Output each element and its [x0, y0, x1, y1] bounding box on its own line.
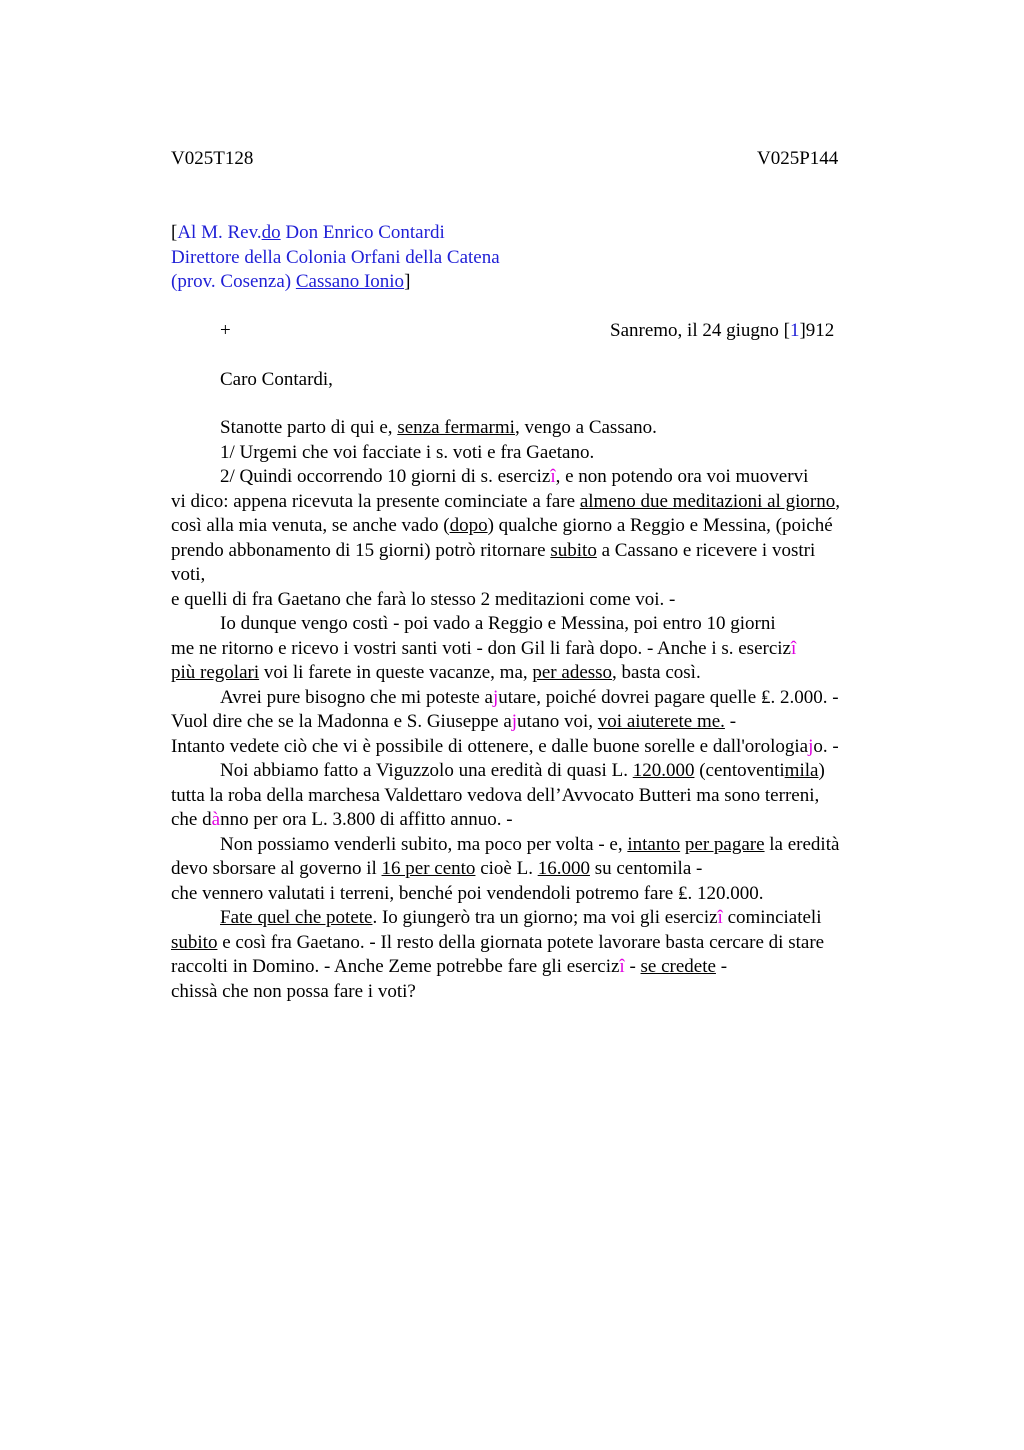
body-line [171, 808, 901, 833]
underlined-text: subito [550, 539, 597, 561]
date-year: ]912 [799, 320, 835, 341]
body-line [171, 539, 901, 564]
address-town: Cassano Ionio [295, 271, 405, 292]
body-line [171, 931, 901, 956]
text-run: , basta così. [612, 662, 701, 683]
body-line [171, 514, 901, 539]
body-line [171, 637, 901, 662]
text-run: su centomila - [589, 858, 703, 879]
body-line: 1/ Urgemi che voi facciate i s. voti e fra Gaetano. [220, 441, 595, 463]
body-line [171, 686, 901, 711]
text-run: la eredità [764, 833, 840, 855]
correction-mark: î [550, 466, 556, 487]
correction-mark: à [211, 809, 221, 830]
address-line-2: Direttore della Colonia Orfani della Catena [171, 246, 500, 268]
underlined-text: senza fermarmi [397, 417, 515, 438]
body-line: chissà che non possa fare i voti? [171, 980, 416, 1002]
text-run: così alla mia venuta, se anche vado ( [171, 515, 450, 536]
address-province: (prov. Cosenza) [171, 271, 296, 292]
date-editorial-digit: 1 [789, 320, 800, 341]
text-run: Avrei pure bisogno che mi poteste a [220, 686, 493, 708]
text-run: nno per ora L. 3.800 di affitto annuo. - [220, 809, 513, 830]
dateline [0, 318, 1024, 343]
correction-mark: î [790, 637, 797, 659]
date-text: Sanremo, il 24 giugno [ [610, 320, 790, 341]
text-run: raccolti in Domino. - Anche Zeme potrebbe fare gli eserciz [171, 956, 620, 977]
body-line [171, 465, 901, 490]
text-run: cominciateli [722, 907, 822, 928]
body-line: Io dunque vengo costì - poi vado a Reggio e Messina, poi entro 10 giorni [220, 613, 776, 634]
text-run: o. - [813, 735, 839, 757]
text-run: ) [818, 760, 825, 781]
cross-symbol: + [220, 320, 231, 341]
text-run: utare, poiché dovrei pagare quelle ₤. 2.000. - [498, 686, 839, 708]
body-line [171, 710, 901, 735]
underlined-text: Fate quel che potete [220, 907, 373, 928]
body-line: e quelli di fra Gaetano che farà lo stesso 2 meditazioni come voi. - [171, 588, 676, 610]
text-run: Stanotte parto di qui e, [220, 417, 398, 438]
text-run: e così fra Gaetano. - Il resto della giornata potete lavorare basta cercare di stare [217, 931, 825, 953]
underlined-text: per adesso [532, 662, 613, 683]
underlined-text: mila [784, 760, 819, 781]
address-line-3 [171, 270, 500, 295]
underlined-text: voi aiuterete me. [597, 711, 725, 732]
text-run: voi li farete in queste vacanze, ma, [259, 662, 533, 683]
underlined-text: intanto [627, 833, 681, 855]
body-line [171, 833, 901, 858]
underlined-text: per pagare [684, 833, 765, 855]
body-line [171, 906, 901, 931]
body-line [171, 661, 901, 686]
body-line: che vennero valutati i terreni, benché poi vendendoli potremo fare ₤. 120.000. [171, 882, 764, 904]
text-run: devo sborsare al governo il [171, 858, 382, 879]
underlined-text: subito [171, 931, 218, 953]
underlined-text: almeno due meditazioni al giorno [579, 490, 836, 512]
text-run: che d [171, 809, 212, 830]
body-line [171, 735, 901, 760]
text-run: ) qualche giorno a Reggio e Messina, (poiché [487, 515, 833, 536]
text-run: - [715, 956, 728, 977]
correction-mark: î [619, 956, 625, 977]
address-title-superscript: do [261, 222, 281, 243]
body-line [171, 955, 901, 980]
correction-mark: j [492, 686, 499, 708]
text-run: vi dico: appena ricevuta la presente cominciate a fare [171, 490, 580, 512]
text-run: Noi abbiamo fatto a Viguzzolo una eredità di quasi L. [220, 760, 633, 781]
text-run: cioè L. [475, 858, 538, 879]
correction-mark: î [717, 907, 723, 928]
text-run: , [835, 490, 840, 512]
correction-mark: j [511, 711, 518, 732]
underlined-text: dopo [449, 515, 488, 536]
salutation: Caro Contardi, [220, 369, 333, 390]
body-line: tutta la roba della marchesa Valdettaro vedova dell’Avvocato Butteri ma sono terreni, [171, 784, 820, 806]
text-run: a Cassano e ricevere i vostri [596, 539, 816, 561]
text-run: prendo abbonamento di 15 giorni) potrò ritornare [171, 539, 551, 561]
text-run: utano voi, [517, 711, 598, 732]
address-title: Al M. Rev. [177, 222, 262, 243]
text-run: me ne ritorno e ricevo i vostri santi voti - don Gil li farà dopo. - Anche i s. eserciz [171, 637, 791, 659]
body-line [171, 759, 901, 784]
text-run: - [624, 956, 641, 977]
text-run: (centoventi [694, 760, 785, 781]
correction-mark: j [808, 735, 814, 757]
address-line-1 [171, 221, 500, 246]
underlined-text: 120.000 [632, 760, 695, 781]
text-run: , e non potendo ora voi muovervi [555, 466, 809, 487]
letter-body [171, 416, 901, 1004]
text-run: , vengo a Cassano. [514, 417, 657, 438]
underlined-text: più regolari [171, 662, 260, 683]
text-run: - [724, 711, 737, 732]
underlined-text: 16.000 [537, 858, 590, 879]
text-run: Vuol dire che se la Madonna e S. Giuseppe a [171, 711, 512, 732]
text-run: . Io giungerò tra un giorno; ma voi gli eserciz [372, 907, 718, 928]
document-reference-left: V025T128 [171, 148, 254, 169]
underlined-text: 16 per cento [381, 858, 476, 879]
bracket-close: ] [404, 271, 411, 292]
recipient-address [171, 221, 500, 295]
text-run: Intanto vedete ciò che vi è possibile di ottenere, e dalle buone sorelle e dall'orologia [171, 735, 809, 757]
text-run: Non possiamo venderli subito, ma poco per volta - e, [220, 833, 628, 855]
body-line: voti, [171, 564, 206, 585]
body-line [171, 857, 901, 882]
address-name: Don Enrico Contardi [280, 222, 445, 243]
bracket-open: [ [171, 222, 178, 243]
body-line [171, 490, 901, 515]
underlined-text: se credete [640, 956, 716, 977]
body-line [171, 416, 901, 441]
text-run: 2/ Quindi occorrendo 10 giorni di s. eserciz [220, 466, 551, 487]
letter-date [610, 318, 834, 343]
document-reference-right: V025P144 [757, 148, 839, 169]
